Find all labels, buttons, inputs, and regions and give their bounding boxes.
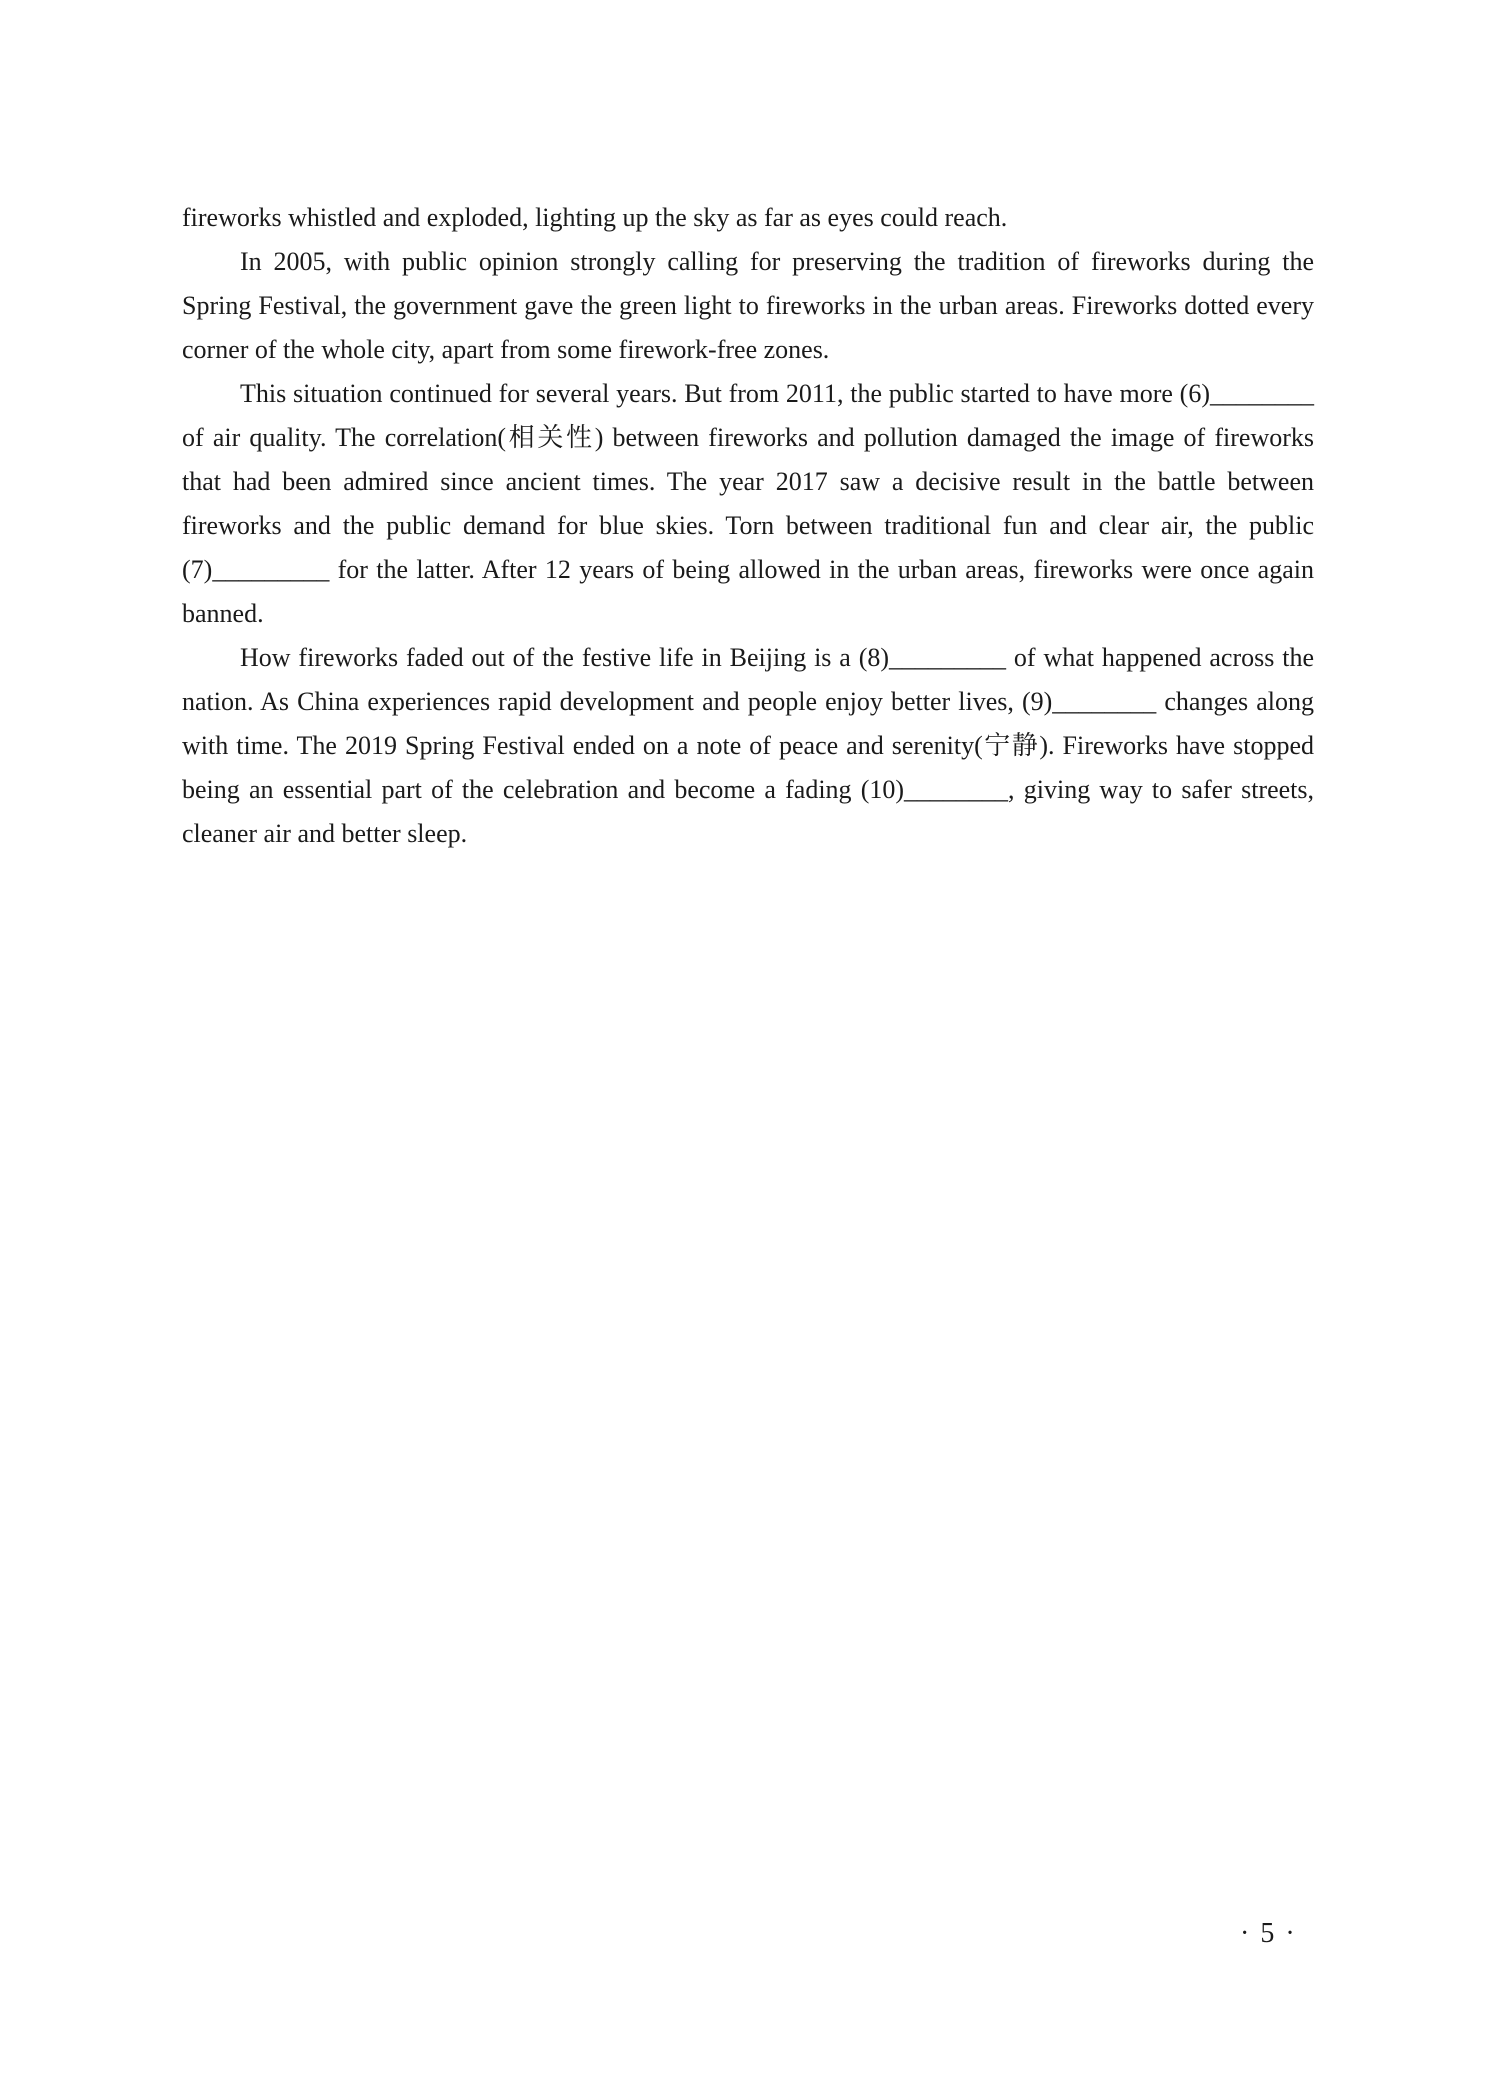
- page-number: · 5 ·: [1240, 1918, 1297, 1949]
- paragraph-1: fireworks whistled and exploded, lighting up the sky as far as eyes could reach.: [182, 203, 1008, 232]
- paragraph-3: This situation continued for several years. But from 2011, the public started to have more (6)________ of air quality. The correlation(相关性) between fireworks and pollution damaged the image of fireworks that had been admired since ancient times. The year 2017 saw a decisive result in the battle between fireworks and the public demand for blue skies. Torn between traditional fun and clear air, the public (7)_________ for the latter. After 12 years of being allowed in the urban areas, fireworks were once again banned.: [182, 379, 1314, 628]
- paragraph-4: How fireworks faded out of the festive life in Beijing is a (8)_________ of what happened across the nation. As China experiences rapid development and people enjoy better lives, (9)________ changes along with time. The 2019 Spring Festival ended on a note of peace and serenity(宁静). Fireworks have stopped being an essential part of the celebration and become a fading (10)________, giving way to safer streets, cleaner air and better sleep.: [182, 643, 1314, 848]
- document-body: [182, 196, 1314, 856]
- paragraph-2: In 2005, with public opinion strongly calling for preserving the tradition of fireworks during the Spring Festival, the government gave the green light to fireworks in the urban areas. Fireworks dotted every corner of the whole city, apart from some firework-free zones.: [182, 247, 1314, 364]
